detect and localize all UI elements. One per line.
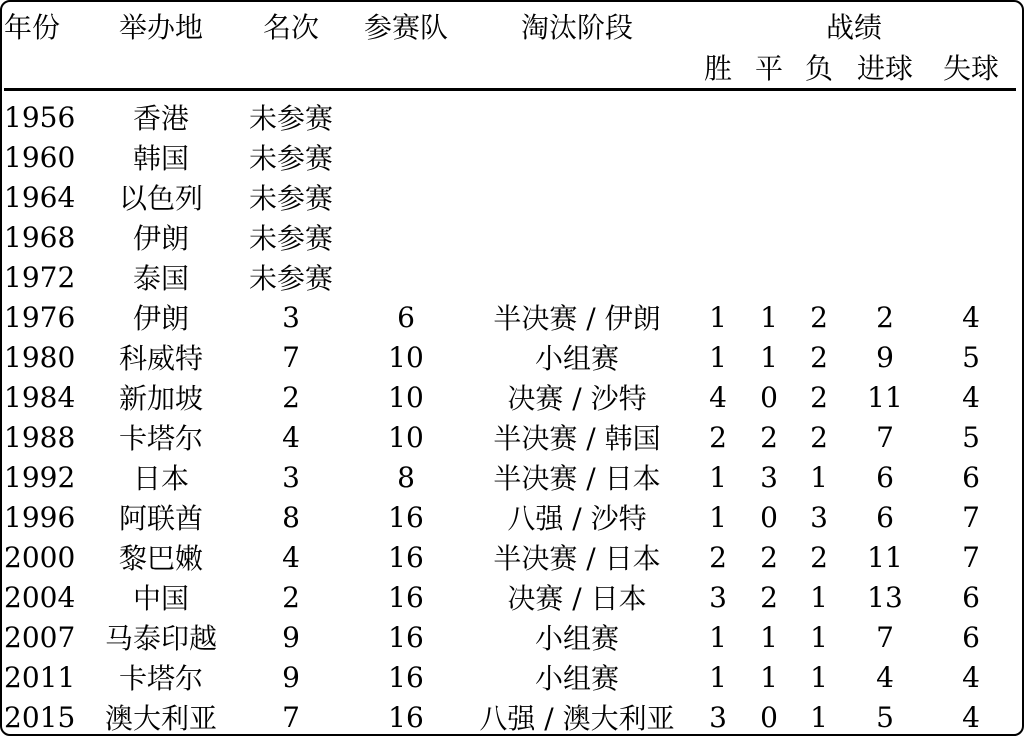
cell-year: 1964 bbox=[4, 180, 76, 214]
cell-loss: 1 bbox=[810, 620, 828, 654]
cell-goals-against bbox=[926, 137, 1016, 177]
table-row bbox=[4, 217, 1016, 257]
cell-teams: 16 bbox=[388, 700, 424, 734]
cell-rank: 未参赛 bbox=[248, 262, 333, 295]
cell-goals-for: 2 bbox=[876, 300, 894, 334]
cell-stage: 决赛 / 沙特 bbox=[507, 382, 647, 415]
table-body bbox=[4, 97, 1016, 737]
table-row bbox=[4, 497, 1016, 537]
cell-goals-for: 6 bbox=[876, 460, 894, 494]
cell-win: 3 bbox=[709, 700, 727, 734]
cell-goals-for bbox=[844, 137, 926, 177]
header-year: 年份 bbox=[4, 11, 61, 44]
cell-teams: 10 bbox=[388, 340, 424, 374]
cell-stage: 决赛 / 日本 bbox=[507, 582, 647, 615]
cell-host: 泰国 bbox=[132, 262, 189, 295]
cell-goals-for: 9 bbox=[876, 340, 894, 374]
cell-goals-for: 11 bbox=[867, 540, 903, 574]
cell-year: 1976 bbox=[4, 300, 76, 334]
cell-goals-against: 7 bbox=[962, 540, 980, 574]
table-row bbox=[4, 617, 1016, 657]
cell-draw: 1 bbox=[760, 300, 778, 334]
cell-host: 日本 bbox=[132, 462, 189, 495]
table-row bbox=[4, 257, 1016, 297]
cell-goals-for bbox=[844, 217, 926, 257]
cell-goals-against: 4 bbox=[962, 380, 980, 414]
cell-teams: 16 bbox=[388, 500, 424, 534]
header-row-1 bbox=[4, 6, 1016, 46]
cell-draw bbox=[744, 177, 794, 217]
cell-year: 1956 bbox=[4, 100, 76, 134]
header-teams: 参赛队 bbox=[363, 11, 448, 44]
cell-rank: 2 bbox=[282, 580, 300, 614]
cell-loss bbox=[794, 137, 844, 177]
table-row bbox=[4, 577, 1016, 617]
cell-rank: 7 bbox=[282, 700, 300, 734]
cell-teams: 16 bbox=[388, 540, 424, 574]
cell-win: 1 bbox=[709, 500, 727, 534]
cell-loss: 1 bbox=[810, 460, 828, 494]
cell-rank: 8 bbox=[282, 500, 300, 534]
cell-draw: 0 bbox=[760, 700, 778, 734]
table-row bbox=[4, 537, 1016, 577]
header-stage: 淘汰阶段 bbox=[520, 11, 633, 44]
cell-goals-against bbox=[926, 257, 1016, 297]
cell-stage: 小组赛 bbox=[534, 622, 619, 655]
cell-goals-for: 7 bbox=[876, 620, 894, 654]
cell-draw: 1 bbox=[760, 660, 778, 694]
cell-teams: 10 bbox=[388, 380, 424, 414]
header-record: 战绩 bbox=[825, 11, 882, 44]
cell-win: 3 bbox=[709, 580, 727, 614]
cell-host: 科威特 bbox=[118, 342, 203, 375]
cell-win: 4 bbox=[709, 380, 727, 414]
cell-draw: 0 bbox=[760, 500, 778, 534]
cell-year: 1980 bbox=[4, 340, 76, 374]
cell-year: 2007 bbox=[4, 620, 76, 654]
cell-goals-for: 5 bbox=[876, 700, 894, 734]
cell-win bbox=[692, 177, 744, 217]
cell-goals-for bbox=[844, 257, 926, 297]
cell-stage: 半决赛 / 伊朗 bbox=[493, 302, 661, 335]
cell-win bbox=[692, 97, 744, 137]
cell-rank: 3 bbox=[282, 300, 300, 334]
cell-stage bbox=[462, 177, 692, 217]
cell-rank: 未参赛 bbox=[248, 182, 333, 215]
cell-stage bbox=[462, 137, 692, 177]
cell-year: 2000 bbox=[4, 540, 76, 574]
cell-goals-against: 4 bbox=[962, 300, 980, 334]
cell-host: 伊朗 bbox=[132, 222, 189, 255]
table-row bbox=[4, 177, 1016, 217]
asian-cup-record-table bbox=[4, 6, 1016, 737]
header-goals-for: 进球 bbox=[856, 52, 913, 85]
cell-draw bbox=[744, 97, 794, 137]
cell-loss bbox=[794, 217, 844, 257]
cell-rank: 9 bbox=[282, 620, 300, 654]
cell-stage bbox=[462, 97, 692, 137]
cell-host: 以色列 bbox=[118, 182, 203, 215]
header-host: 举办地 bbox=[118, 11, 203, 44]
cell-year: 1996 bbox=[4, 500, 76, 534]
cell-goals-against: 4 bbox=[962, 660, 980, 694]
cell-stage bbox=[462, 217, 692, 257]
cell-rank: 7 bbox=[282, 340, 300, 374]
cell-goals-for: 13 bbox=[867, 580, 903, 614]
cell-teams: 16 bbox=[388, 580, 424, 614]
cell-host: 卡塔尔 bbox=[118, 422, 203, 455]
cell-loss: 1 bbox=[810, 700, 828, 734]
cell-goals-against: 7 bbox=[962, 500, 980, 534]
cell-loss: 1 bbox=[810, 660, 828, 694]
cell-draw bbox=[744, 217, 794, 257]
cell-teams: 10 bbox=[388, 420, 424, 454]
cell-host: 马泰印越 bbox=[104, 622, 217, 655]
cell-win: 1 bbox=[709, 300, 727, 334]
header-win: 胜 bbox=[703, 52, 732, 85]
cell-stage: 小组赛 bbox=[534, 662, 619, 695]
cell-rank: 未参赛 bbox=[248, 102, 333, 135]
cell-rank: 4 bbox=[282, 540, 300, 574]
cell-loss: 3 bbox=[810, 500, 828, 534]
cell-draw: 2 bbox=[760, 580, 778, 614]
cell-rank: 未参赛 bbox=[248, 142, 333, 175]
cell-goals-for: 7 bbox=[876, 420, 894, 454]
cell-year: 1992 bbox=[4, 460, 76, 494]
cell-goals-for: 4 bbox=[876, 660, 894, 694]
cell-loss: 2 bbox=[810, 420, 828, 454]
table-row bbox=[4, 297, 1016, 337]
cell-draw bbox=[744, 257, 794, 297]
cell-year: 1988 bbox=[4, 420, 76, 454]
cell-goals-against: 6 bbox=[962, 580, 980, 614]
cell-teams: 6 bbox=[397, 300, 415, 334]
cell-win: 1 bbox=[709, 660, 727, 694]
cell-loss: 2 bbox=[810, 300, 828, 334]
cell-draw: 3 bbox=[760, 460, 778, 494]
cell-goals-for bbox=[844, 177, 926, 217]
cell-stage: 半决赛 / 韩国 bbox=[493, 422, 661, 455]
cell-goals-against: 4 bbox=[962, 700, 980, 734]
cell-loss bbox=[794, 177, 844, 217]
cell-teams bbox=[350, 97, 462, 137]
cell-teams bbox=[350, 217, 462, 257]
cell-loss: 2 bbox=[810, 340, 828, 374]
cell-host: 韩国 bbox=[132, 142, 189, 175]
cell-year: 1984 bbox=[4, 380, 76, 414]
cell-rank: 9 bbox=[282, 660, 300, 694]
header-rank: 名次 bbox=[262, 11, 319, 44]
cell-win: 1 bbox=[709, 620, 727, 654]
cell-loss: 2 bbox=[810, 540, 828, 574]
cell-goals-for bbox=[844, 97, 926, 137]
cell-host: 中国 bbox=[132, 582, 189, 615]
header-loss: 负 bbox=[804, 52, 833, 85]
cell-stage: 小组赛 bbox=[534, 342, 619, 375]
cell-teams bbox=[350, 257, 462, 297]
cell-year: 1960 bbox=[4, 140, 76, 174]
cell-goals-for: 11 bbox=[867, 380, 903, 414]
cell-win: 2 bbox=[709, 540, 727, 574]
cell-win bbox=[692, 257, 744, 297]
cell-win bbox=[692, 137, 744, 177]
cell-stage bbox=[462, 257, 692, 297]
cell-stage: 半决赛 / 日本 bbox=[493, 462, 661, 495]
cell-teams: 8 bbox=[397, 460, 415, 494]
cell-win: 1 bbox=[709, 340, 727, 374]
header-row-2 bbox=[4, 46, 1016, 90]
cell-stage: 八强 / 沙特 bbox=[507, 502, 647, 535]
cell-win: 2 bbox=[709, 420, 727, 454]
cell-goals-against: 6 bbox=[962, 620, 980, 654]
cell-stage: 半决赛 / 日本 bbox=[493, 542, 661, 575]
cell-loss bbox=[794, 97, 844, 137]
table-row bbox=[4, 457, 1016, 497]
cell-rank: 未参赛 bbox=[248, 222, 333, 255]
cell-teams: 16 bbox=[388, 620, 424, 654]
cell-goals-against: 5 bbox=[962, 340, 980, 374]
cell-win: 1 bbox=[709, 460, 727, 494]
cell-host: 香港 bbox=[132, 102, 189, 135]
cell-draw bbox=[744, 137, 794, 177]
cell-year: 1968 bbox=[4, 220, 76, 254]
cell-draw: 2 bbox=[760, 540, 778, 574]
cell-goals-against bbox=[926, 217, 1016, 257]
table-row bbox=[4, 97, 1016, 137]
cell-year: 2015 bbox=[4, 700, 76, 734]
cell-teams: 16 bbox=[388, 660, 424, 694]
table-row bbox=[4, 137, 1016, 177]
cell-rank: 2 bbox=[282, 380, 300, 414]
cell-rank: 4 bbox=[282, 420, 300, 454]
cell-host: 阿联酋 bbox=[118, 502, 203, 535]
cell-goals-against bbox=[926, 97, 1016, 137]
cell-host: 黎巴嫩 bbox=[118, 542, 203, 575]
table-row bbox=[4, 657, 1016, 697]
cell-loss: 2 bbox=[810, 380, 828, 414]
cell-teams bbox=[350, 137, 462, 177]
table-row bbox=[4, 337, 1016, 377]
cell-goals-against bbox=[926, 177, 1016, 217]
cell-goals-against: 6 bbox=[962, 460, 980, 494]
cell-goals-against: 5 bbox=[962, 420, 980, 454]
cell-win bbox=[692, 217, 744, 257]
cell-year: 2004 bbox=[4, 580, 76, 614]
cell-teams bbox=[350, 177, 462, 217]
cell-year: 2011 bbox=[4, 660, 76, 694]
cell-draw: 2 bbox=[760, 420, 778, 454]
cell-loss bbox=[794, 257, 844, 297]
header-goals-against: 失球 bbox=[942, 52, 999, 85]
cell-rank: 3 bbox=[282, 460, 300, 494]
cell-year: 1972 bbox=[4, 260, 76, 294]
table-row bbox=[4, 697, 1016, 737]
cell-host: 新加坡 bbox=[118, 382, 203, 415]
cell-host: 伊朗 bbox=[132, 302, 189, 335]
cell-host: 澳大利亚 bbox=[104, 702, 217, 735]
cell-goals-for: 6 bbox=[876, 500, 894, 534]
table-row bbox=[4, 377, 1016, 417]
cell-stage: 八强 / 澳大利亚 bbox=[479, 702, 675, 735]
header-draw: 平 bbox=[754, 52, 783, 85]
cell-host: 卡塔尔 bbox=[118, 662, 203, 695]
cell-draw: 0 bbox=[760, 380, 778, 414]
cell-draw: 1 bbox=[760, 340, 778, 374]
cell-draw: 1 bbox=[760, 620, 778, 654]
table-row bbox=[4, 417, 1016, 457]
cell-loss: 1 bbox=[810, 580, 828, 614]
